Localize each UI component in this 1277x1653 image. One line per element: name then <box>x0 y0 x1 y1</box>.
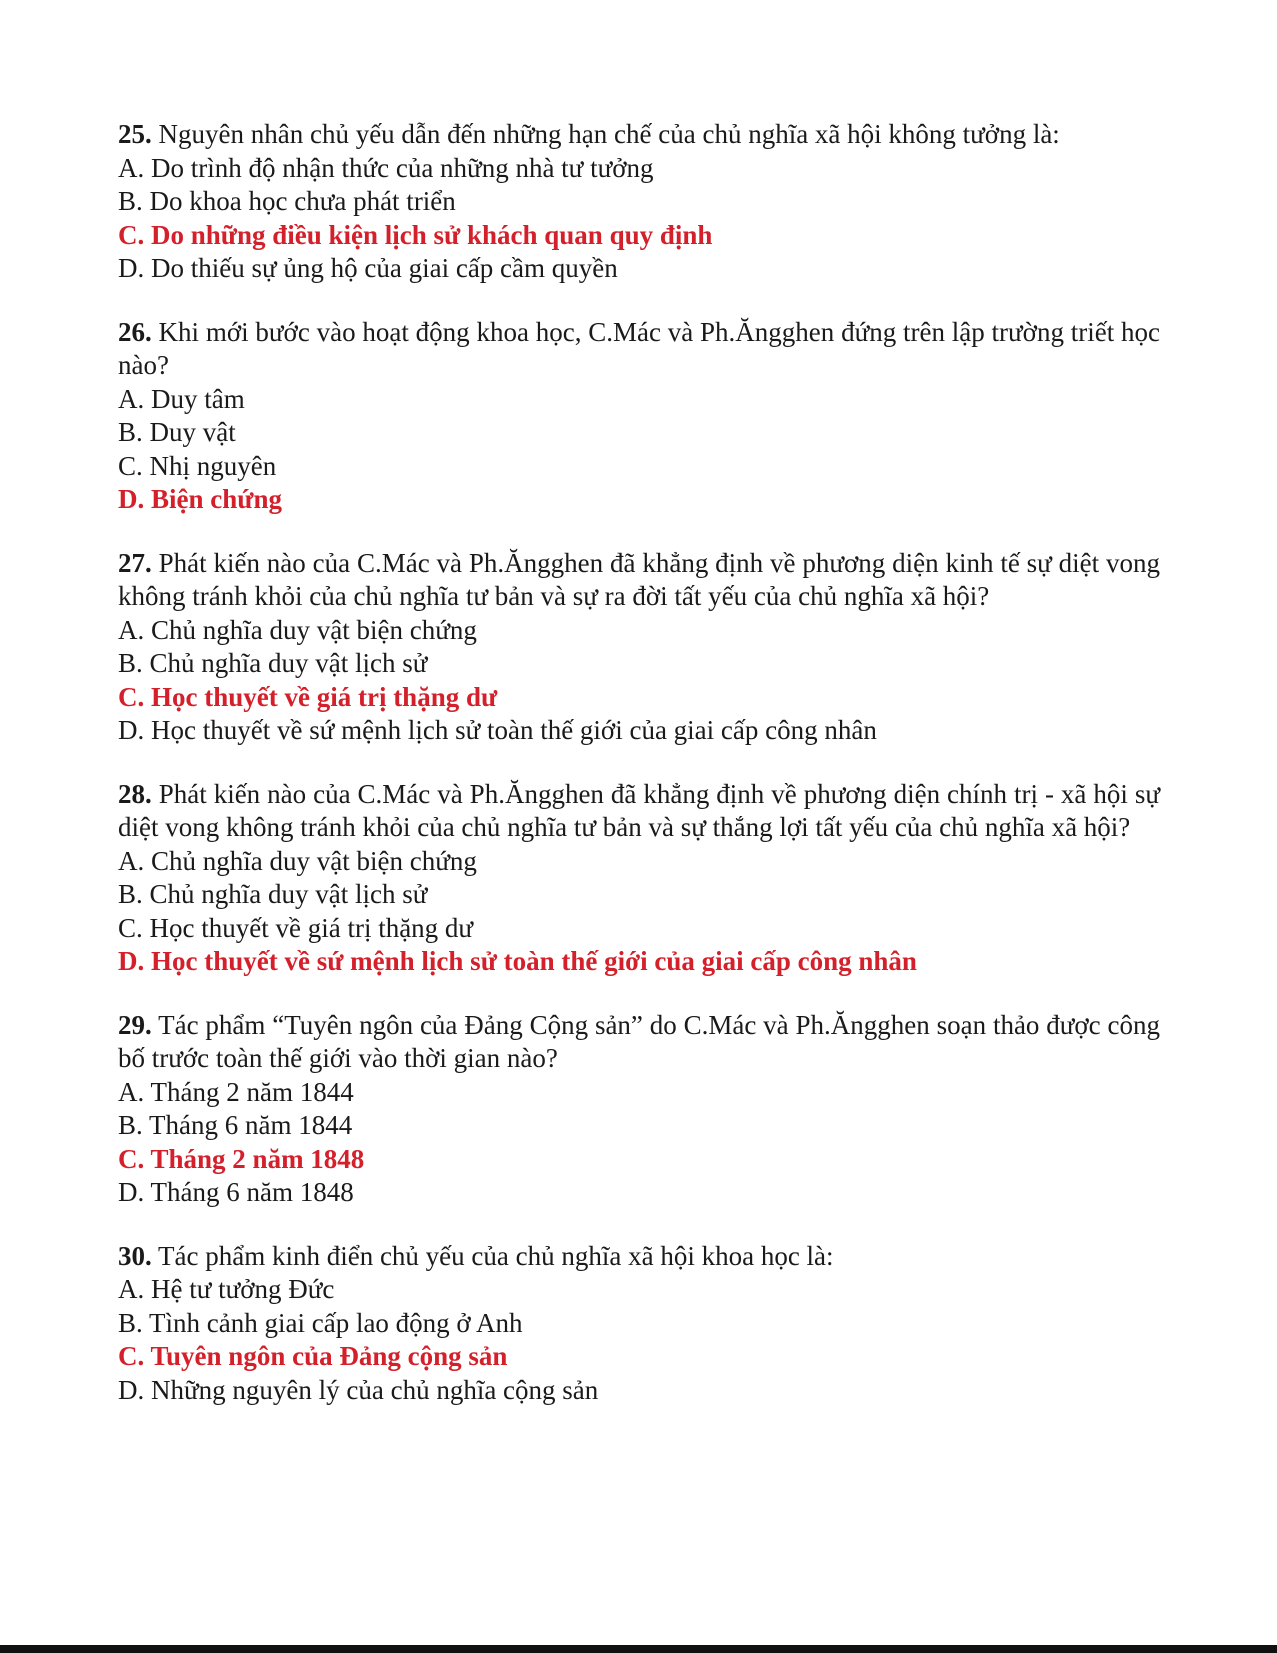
option-d: D. Tháng 6 năm 1848 <box>118 1177 354 1207</box>
question-25 <box>118 118 1160 286</box>
question-text <box>118 547 1160 614</box>
option-d: D. Học thuyết về sứ mệnh lịch sử toàn thế giới của giai cấp công nhân <box>118 715 877 745</box>
question-text <box>118 1009 1160 1076</box>
option-b: B. Chủ nghĩa duy vật lịch sử <box>118 648 428 678</box>
question-prompt: Tác phẩm “Tuyên ngôn của Đảng Cộng sản” do C.Mác và Ph.Ăngghen soạn thảo được công bố trước toàn thế giới vào thời gian nào? <box>118 1009 1160 1073</box>
option-c-correct: C. Học thuyết về giá trị thặng dư <box>118 681 498 712</box>
question-prompt: Khi mới bước vào hoạt động khoa học, C.Mác và Ph.Ăngghen đứng trên lập trường triết học nào? <box>118 316 1161 380</box>
option-a: A. Chủ nghĩa duy vật biện chứng <box>118 614 477 645</box>
option-b: B. Tháng 6 năm 1844 <box>118 1110 353 1140</box>
question-26 <box>118 316 1160 517</box>
option-a: A. Hệ tư tưởng Đức <box>118 1274 335 1304</box>
option-c-correct: C. Do những điều kiện lịch sử khách quan quy định <box>118 219 713 250</box>
option-d-correct: D. Học thuyết về sứ mệnh lịch sử toàn thế giới của giai cấp công nhân <box>118 946 917 976</box>
question-28 <box>118 778 1160 979</box>
question-number: 30. <box>118 1240 152 1271</box>
question-prompt: Phát kiến nào của C.Mác và Ph.Ăngghen đã khẳng định về phương diện chính trị - xã hội sự diệt vong không tránh khỏi của chủ nghĩa tư bản và sự thắng lợi tất yếu của chủ nghĩa xã hội? <box>118 778 1160 842</box>
question-text <box>118 1240 1160 1274</box>
option-c: C. Nhị nguyên <box>118 450 277 481</box>
quiz-page <box>118 118 1160 1437</box>
question-30 <box>118 1240 1160 1408</box>
question-prompt: Nguyên nhân chủ yếu dẫn đến những hạn chế của chủ nghĩa xã hội không tưởng là: <box>158 119 1060 149</box>
question-number: 27. <box>118 547 152 578</box>
option-d: D. Những nguyên lý của chủ nghĩa cộng sản <box>118 1374 599 1405</box>
option-c: C. Học thuyết về giá trị thặng dư <box>118 912 474 943</box>
question-prompt: Phát kiến nào của C.Mác và Ph.Ăngghen đã khẳng định về phương diện kinh tế sự diệt vong không tránh khỏi của chủ nghĩa tư bản và sự ra đời tất yếu của chủ nghĩa xã hội? <box>118 547 1160 611</box>
option-a: A. Duy tâm <box>118 383 245 414</box>
question-number: 29. <box>118 1009 152 1040</box>
question-number: 25. <box>118 119 152 149</box>
bottom-border <box>0 1645 1277 1653</box>
option-b: B. Do khoa học chưa phát triển <box>118 186 456 216</box>
option-d-correct: D. Biện chứng <box>118 484 282 514</box>
option-b: B. Duy vật <box>118 417 236 447</box>
question-prompt: Tác phẩm kinh điển chủ yếu của chủ nghĩa xã hội khoa học là: <box>158 1240 834 1271</box>
option-b: B. Tình cảnh giai cấp lao động ở Anh <box>118 1307 523 1338</box>
question-number: 26. <box>118 316 152 347</box>
option-c-correct: C. Tháng 2 năm 1848 <box>118 1143 365 1174</box>
question-number: 28. <box>118 778 152 809</box>
question-29 <box>118 1009 1160 1210</box>
option-a: A. Chủ nghĩa duy vật biện chứng <box>118 845 477 876</box>
question-27 <box>118 547 1160 748</box>
option-a: A. Do trình độ nhận thức của những nhà tư tưởng <box>118 152 654 183</box>
option-d: D. Do thiếu sự ủng hộ của giai cấp cầm quyền <box>118 253 618 283</box>
question-text <box>118 118 1160 152</box>
option-a: A. Tháng 2 năm 1844 <box>118 1076 354 1107</box>
option-c-correct: C. Tuyên ngôn của Đảng cộng sản <box>118 1341 508 1371</box>
question-text <box>118 316 1160 383</box>
option-b: B. Chủ nghĩa duy vật lịch sử <box>118 879 428 909</box>
question-text <box>118 778 1160 845</box>
